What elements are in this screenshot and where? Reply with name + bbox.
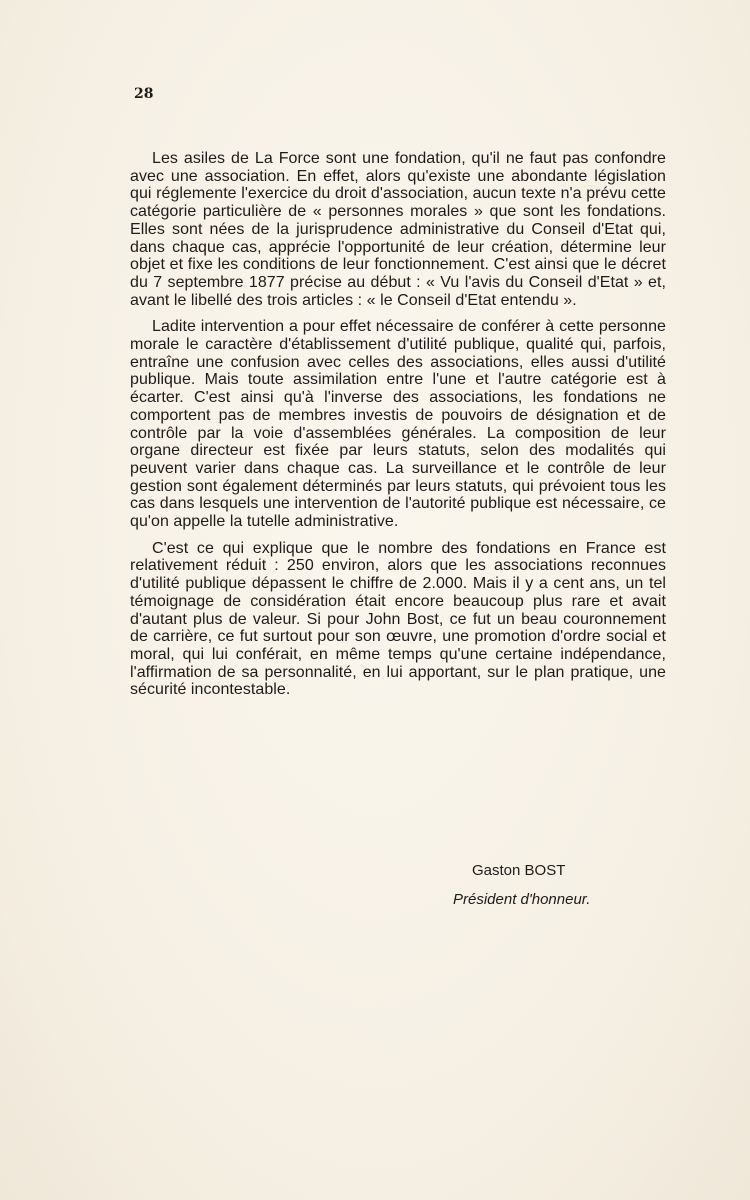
page-number: 28 xyxy=(134,86,154,102)
signature-block xyxy=(420,862,620,908)
paragraph-3: C'est ce qui explique que le nombre des fondations en France est relativement réduit : 250 environ, alors que les associations reconnues d'utilité publique dépassent le chiffre de 2.000. Mais il y a cent ans, un tel témoignage de considération était encore beaucoup plus rare et avait d'autant plus de valeur. Si pour John Bost, ce fut un beau couronnement de carrière, ce fut surtout pour son œuvre, une promotion d'ordre social et moral, qui lui conférait, en même temps qu'une certaine indépendance, l'affirmation de sa personnalité, en lui apportant, sur le plan pratique, une sécurité incontestable. xyxy=(130,539,666,699)
signature-name: Gaston BOST xyxy=(472,862,566,879)
body-text xyxy=(130,150,666,708)
paragraph-2: Ladite intervention a pour effet nécessaire de conférer à cette personne morale le caractère d'établissement d'utilité publique, qualité qui, parfois, entraîne une confusion avec celles des associations, elles aussi d'utilité publique. Mais toute assimilation entre l'une et l'autre catégorie est à écarter. C'est ainsi qu'à l'inverse des associations, les fondations ne comportent pas de membres investis de pouvoirs de désignation et de contrôle par la voie d'assemblées générales. La composition de leur organe directeur est fixée par leurs statuts, selon des modalités qui peuvent varier dans chaque cas. La surveillance et le contrôle de leur gestion sont également déterminés par leurs statuts, qui prévoient tous les cas dans lesquels une intervention de l'autorité publique est nécessaire, ce qu'on appelle la tutelle administrative. xyxy=(130,318,666,531)
paragraph-1: Les asiles de La Force sont une fondation, qu'il ne faut pas confondre avec une association. En effet, alors qu'existe une abondante législation qui réglemente l'exercice du droit d'association, aucun texte n'a prévu cette catégorie particulière de « personnes morales » que sont les fondations. Elles sont nées de la jurisprudence administrative du Conseil d'Etat qui, dans chaque cas, apprécie l'opportunité de leur création, détermine leur objet et fixe les conditions de leur fonctionnement. C'est ainsi que le décret du 7 septembre 1877 précise au début : « Vu l'avis du Conseil d'Etat » et, avant le libellé des trois articles : « le Conseil d'Etat entendu ». xyxy=(130,150,666,309)
signature-title: Président d'honneur. xyxy=(453,891,591,908)
